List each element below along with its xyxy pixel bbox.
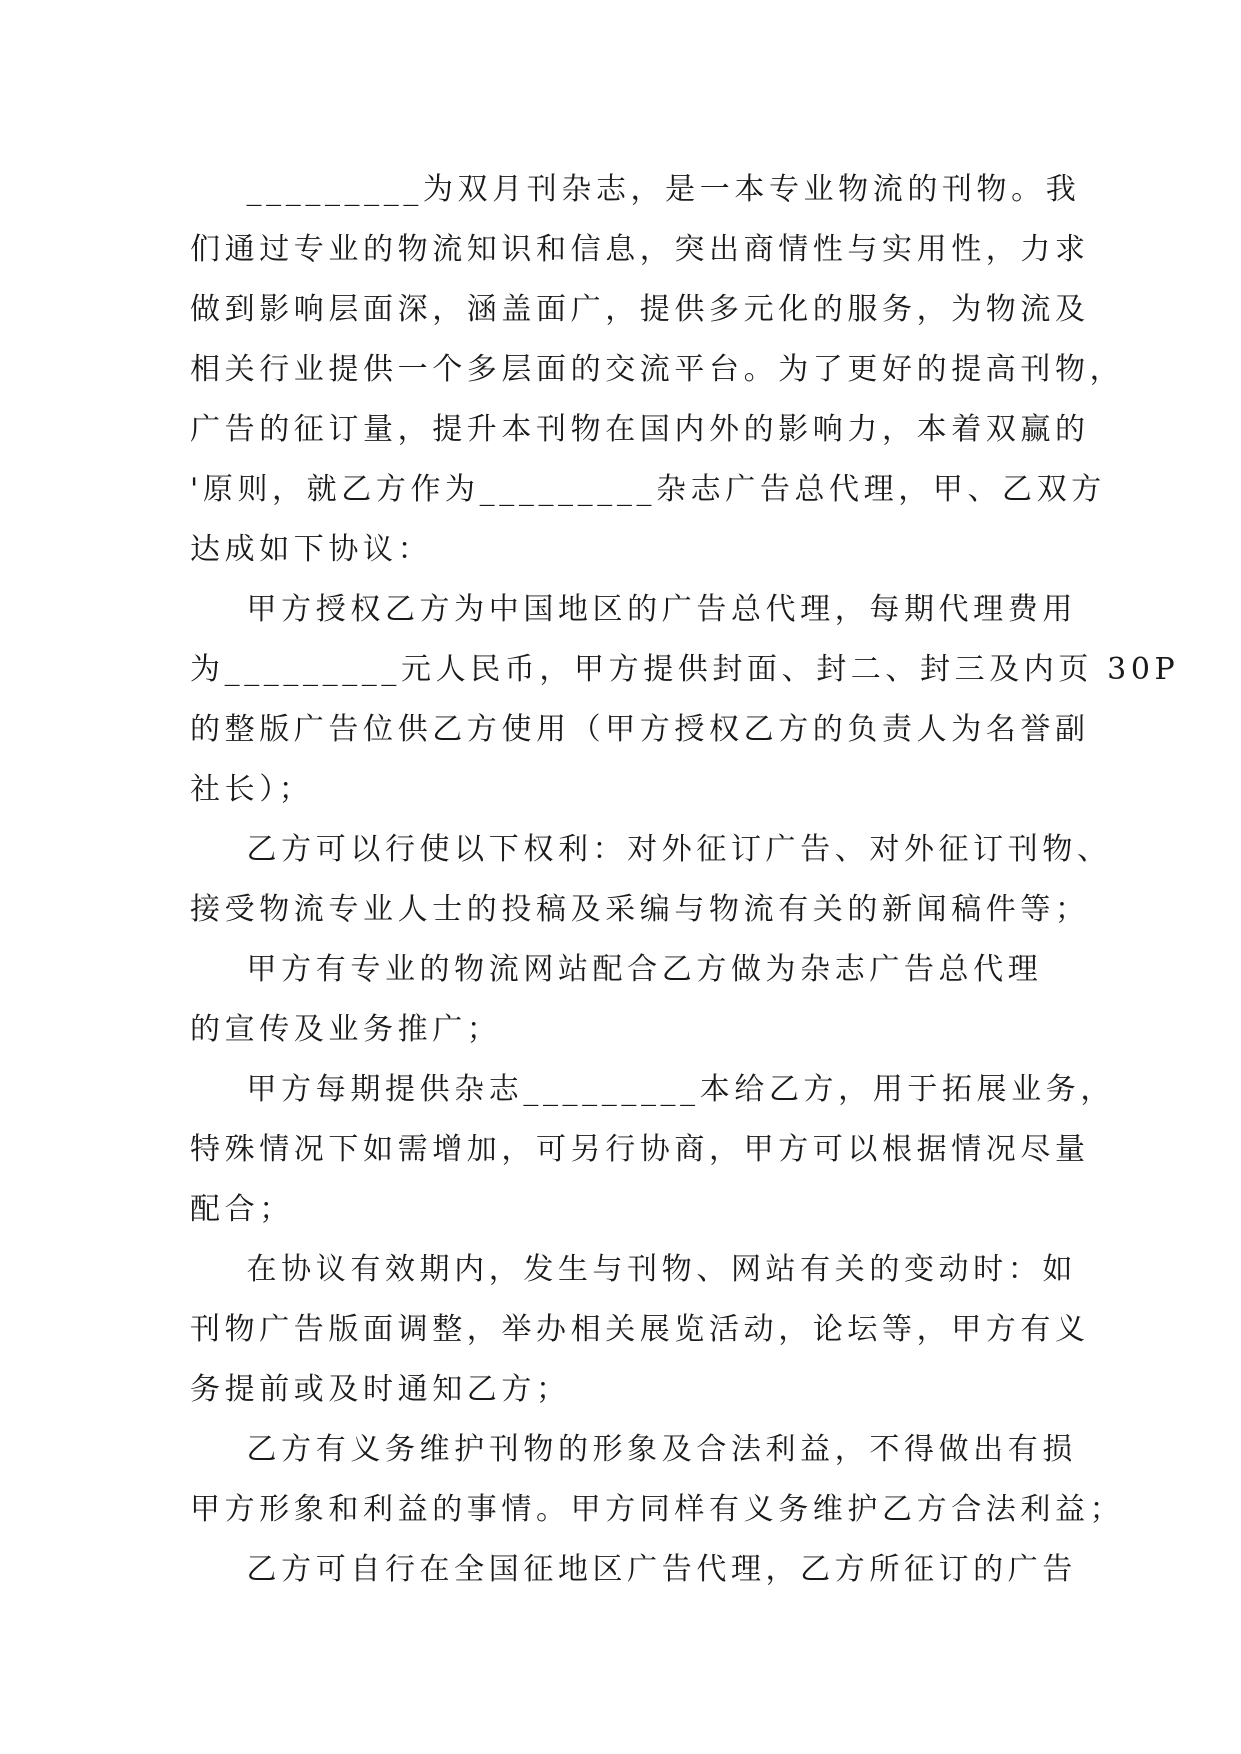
text-line: 配合； (190, 1192, 294, 1227)
text-line: 为_________元人民币，甲方提供封面、封二、封三及内页 30P (190, 652, 1180, 687)
text-line: 甲方有专业的物流网站配合乙方做为杂志广告总代理 (190, 952, 1043, 987)
paragraph-image-protection (190, 1420, 1125, 1540)
paragraph-change-notice (190, 1240, 1090, 1420)
text-line: 接受物流专业人士的投稿及采编与物流有关的新闻稿件等； (190, 892, 1090, 927)
paragraph-authorization (190, 580, 1180, 820)
text-line: _________为双月刊杂志，是一本专业物流的刊物。我 (190, 172, 1081, 207)
text-line: 乙方可自行在全国征地区广告代理，乙方所征订的广告 (190, 1552, 1077, 1587)
text-line: 相关行业提供一个多层面的交流平台。为了更好的提高刊物， (190, 352, 1125, 387)
paragraph-party-b-rights (190, 820, 1112, 940)
text-line: 达成如下协议： (190, 532, 433, 567)
text-line: 的整版广告位供乙方使用（甲方授权乙方的负责人为名誉副 (190, 712, 1090, 747)
paragraph-regional-agents (190, 1540, 1077, 1600)
paragraph-copies-supply (190, 1060, 1115, 1240)
text-line: 特殊情况下如需增加，可另行协商，甲方可以根据情况尽量 (190, 1132, 1090, 1167)
text-line: 甲方授权乙方为中国地区的广告总代理，每期代理费用 (190, 592, 1077, 627)
text-line: 乙方有义务维护刊物的形象及合法利益，不得做出有损 (190, 1432, 1077, 1467)
text-line: 社长）； (190, 772, 314, 807)
text-line: 的宣传及业务推广； (190, 1012, 502, 1047)
text-line: 乙方可以行使以下权利：对外征订广告、对外征订刊物、 (190, 832, 1112, 867)
text-line: 刊物广告版面调整，举办相关展览活动，论坛等，甲方有义 (190, 1312, 1090, 1347)
text-line: 在协议有效期内，发生与刊物、网站有关的变动时：如 (190, 1252, 1077, 1287)
text-line: 甲方形象和利益的事情。甲方同样有义务维护乙方合法利益； (190, 1492, 1125, 1527)
text-line: 甲方每期提供杂志_________本给乙方，用于拓展业务， (190, 1072, 1115, 1107)
text-line: 做到影响层面深，涵盖面广，提供多元化的服务，为物流及 (190, 292, 1090, 327)
text-line: 广告的征订量，提升本刊物在国内外的影响力，本着双赢的 (190, 412, 1090, 447)
text-line: 务提前或及时通知乙方； (190, 1372, 571, 1407)
text-line: 们通过专业的物流知识和信息，突出商情性与实用性，力求 (190, 232, 1090, 267)
paragraph-website-support (190, 940, 1070, 1060)
paragraph-magazine-intro (190, 160, 1125, 580)
text-line: '原则，就乙方作为_________杂志广告总代理，甲、乙双方 (190, 472, 1106, 507)
document-body (190, 160, 1180, 1600)
